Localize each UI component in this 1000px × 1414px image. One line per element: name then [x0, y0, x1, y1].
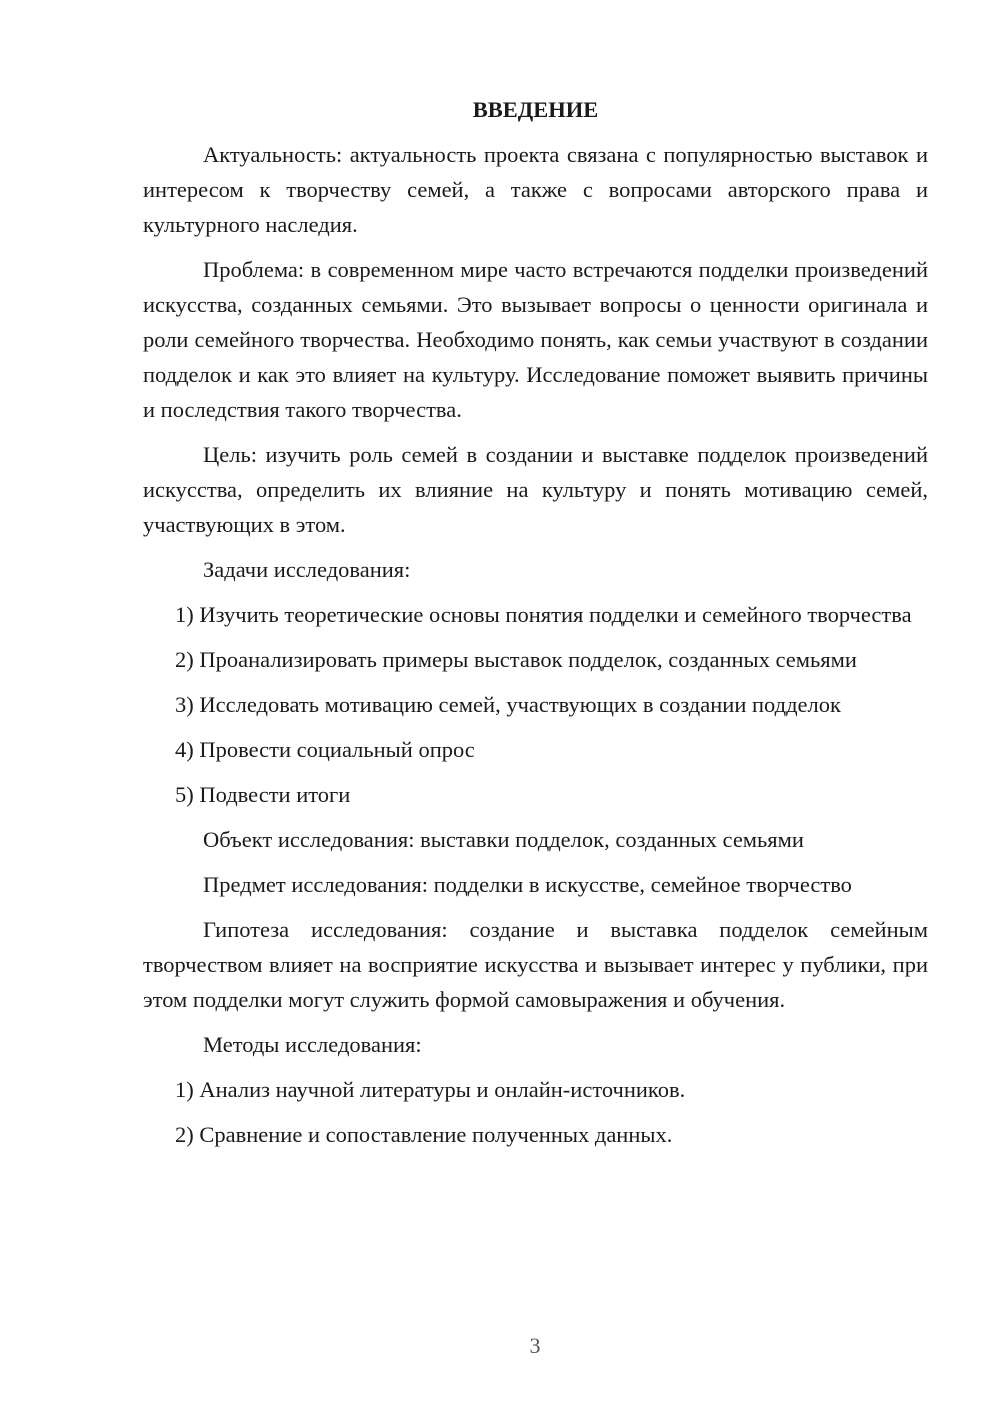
method-item: 1) Анализ научной литературы и онлайн-источников. [175, 1077, 686, 1102]
problem-paragraph: Проблема: в современном мире часто встречаются подделки произведений искусства, созданных семьями. Это вызывает вопросы о ценности оригинала и роли семейного творчества. Необходимо понять, как семьи участвуют в создании подделок и как это влияет на культуру. Исследование поможет выявить причины и последствия такого творчества. [143, 257, 928, 422]
method-item: 2) Сравнение и сопоставление полученных данных. [175, 1122, 673, 1147]
methods-heading: Методы исследования: [203, 1032, 422, 1057]
relevance-paragraph: Актуальность: актуальность проекта связана с популярностью выставок и интересом к творчеству семей, а также с вопросами авторского права и культурного наследия. [143, 142, 928, 237]
task-item: 5) Подвести итоги [175, 782, 351, 807]
goal-paragraph: Цель: изучить роль семей в создании и выставке подделок произведений искусства, определить их влияние на культуру и понять мотивацию семей, участвующих в этом. [143, 442, 928, 537]
subject-paragraph: Предмет исследования: подделки в искусстве, семейное творчество [203, 872, 852, 897]
tasks-heading: Задачи исследования: [203, 557, 411, 582]
task-item: 2) Проанализировать примеры выставок подделок, созданных семьями [175, 647, 857, 672]
object-paragraph: Объект исследования: выставки подделок, созданных семьями [203, 827, 804, 852]
page-number: 3 [529, 1333, 541, 1358]
task-item: 4) Провести социальный опрос [175, 737, 475, 762]
document-page [143, 92, 928, 1162]
section-title: ВВЕДЕНИЕ [472, 97, 599, 122]
hypothesis-paragraph: Гипотеза исследования: создание и выставка подделок семейным творчеством влияет на восприятие искусства и вызывает интерес у публики, при этом подделки могут служить формой самовыражения и обучения. [143, 917, 928, 1012]
task-item: 3) Исследовать мотивацию семей, участвующих в создании подделок [175, 692, 841, 717]
task-item: 1) Изучить теоретические основы понятия подделки и семейного творчества [175, 602, 912, 627]
